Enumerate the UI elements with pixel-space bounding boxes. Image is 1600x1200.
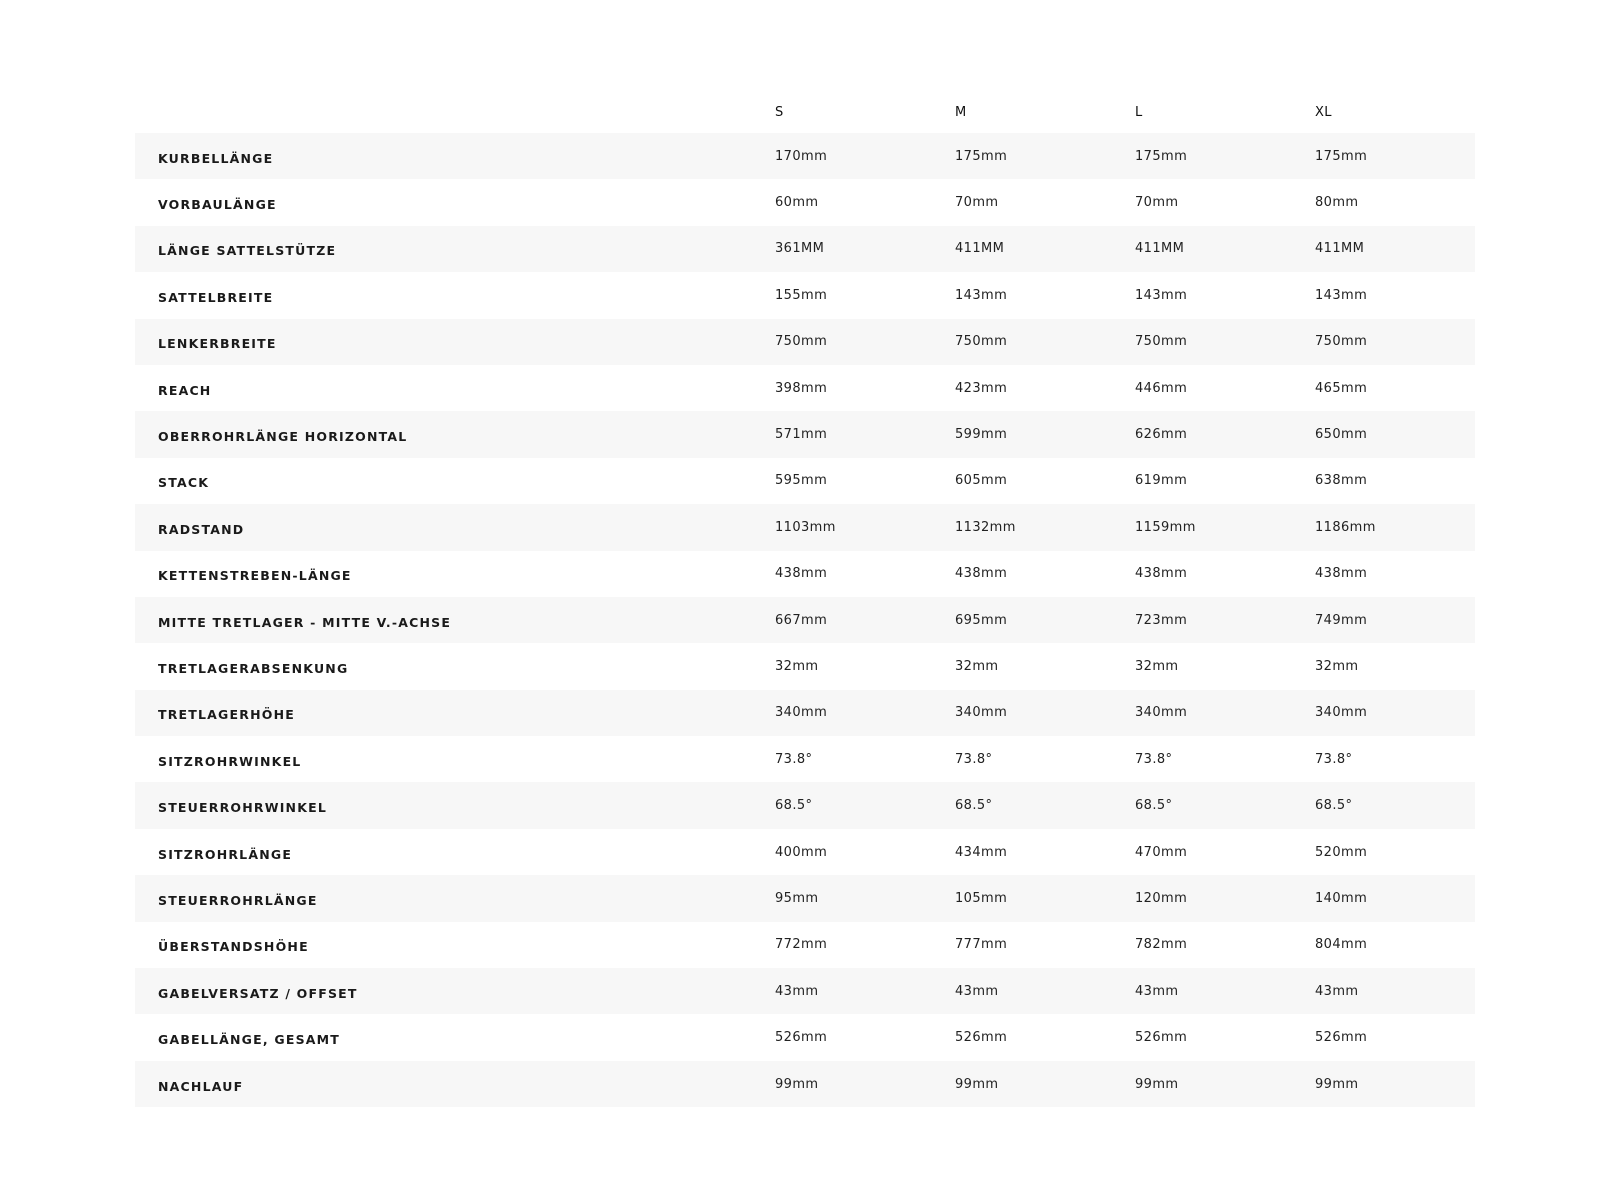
row-label: SITZROHRLÄNGE (158, 846, 293, 862)
cell-value-s: 95mm (775, 890, 819, 906)
row-label: OBERROHRLÄNGE HORIZONTAL (158, 429, 408, 445)
cell-value-l: 626mm (1135, 427, 1188, 443)
table-row (135, 365, 1475, 411)
cell-value-m: 411MM (955, 241, 1005, 257)
cell-value-xl: 411MM (1315, 241, 1365, 257)
table-row (135, 551, 1475, 597)
row-label: LÄNGE SATTELSTÜTZE (158, 243, 337, 259)
cell-value-xl: 175mm (1315, 148, 1368, 164)
size-header-l: L (1135, 104, 1143, 120)
row-label: SATTELBREITE (158, 289, 274, 305)
cell-value-l: 43mm (1135, 983, 1179, 999)
size-header-m: M (955, 104, 967, 120)
cell-value-l: 782mm (1135, 937, 1188, 953)
row-label: STEUERROHRWINKEL (158, 800, 328, 816)
cell-value-m: 105mm (955, 890, 1008, 906)
cell-value-l: 120mm (1135, 890, 1188, 906)
cell-value-l: 526mm (1135, 1030, 1188, 1046)
size-header-s: S (775, 104, 784, 120)
cell-value-m: 605mm (955, 473, 1008, 489)
table-row (135, 736, 1475, 782)
row-label: TRETLAGERABSENKUNG (158, 660, 349, 676)
cell-value-xl: 520mm (1315, 844, 1368, 860)
table-row (135, 1014, 1475, 1060)
cell-value-l: 70mm (1135, 195, 1179, 211)
cell-value-xl: 80mm (1315, 195, 1359, 211)
cell-value-xl: 804mm (1315, 937, 1368, 953)
cell-value-m: 68.5° (955, 798, 993, 814)
cell-value-l: 723mm (1135, 612, 1188, 628)
cell-value-s: 60mm (775, 195, 819, 211)
cell-value-l: 470mm (1135, 844, 1188, 860)
cell-value-xl: 638mm (1315, 473, 1368, 489)
table-row (135, 458, 1475, 504)
cell-value-m: 73.8° (955, 751, 993, 767)
cell-value-s: 595mm (775, 473, 828, 489)
table-row (135, 504, 1475, 550)
cell-value-l: 340mm (1135, 705, 1188, 721)
table-row (135, 922, 1475, 968)
row-label: KETTENSTREBEN-LÄNGE (158, 568, 352, 584)
table-row (135, 226, 1475, 272)
table-row (135, 643, 1475, 689)
cell-value-m: 70mm (955, 195, 999, 211)
cell-value-l: 68.5° (1135, 798, 1173, 814)
row-label: STEUERROHRLÄNGE (158, 892, 318, 908)
table-row (135, 1061, 1475, 1107)
cell-value-m: 43mm (955, 983, 999, 999)
cell-value-m: 750mm (955, 334, 1008, 350)
cell-value-l: 619mm (1135, 473, 1188, 489)
row-label: ÜBERSTANDSHÖHE (158, 939, 309, 955)
cell-value-s: 571mm (775, 427, 828, 443)
cell-value-l: 446mm (1135, 380, 1188, 396)
table-body (135, 133, 1475, 1107)
row-label: GABELLÄNGE, GESAMT (158, 1032, 341, 1048)
header-label-spacer (135, 108, 775, 112)
cell-value-m: 695mm (955, 612, 1008, 628)
table-row (135, 782, 1475, 828)
cell-value-s: 750mm (775, 334, 828, 350)
cell-value-m: 175mm (955, 148, 1008, 164)
cell-value-xl: 438mm (1315, 566, 1368, 582)
cell-value-s: 400mm (775, 844, 828, 860)
cell-value-xl: 143mm (1315, 287, 1368, 303)
cell-value-l: 438mm (1135, 566, 1188, 582)
cell-value-xl: 465mm (1315, 380, 1368, 396)
cell-value-s: 526mm (775, 1030, 828, 1046)
geometry-table (135, 87, 1475, 1107)
cell-value-m: 526mm (955, 1030, 1008, 1046)
cell-value-s: 43mm (775, 983, 819, 999)
cell-value-m: 340mm (955, 705, 1008, 721)
row-label: MITTE TRETLAGER - MITTE V.-ACHSE (158, 614, 452, 630)
table-row (135, 411, 1475, 457)
cell-value-m: 777mm (955, 937, 1008, 953)
cell-value-xl: 650mm (1315, 427, 1368, 443)
cell-value-xl: 99mm (1315, 1076, 1359, 1092)
cell-value-l: 99mm (1135, 1076, 1179, 1092)
cell-value-xl: 749mm (1315, 612, 1368, 628)
row-label: TRETLAGERHÖHE (158, 707, 295, 723)
cell-value-s: 340mm (775, 705, 828, 721)
table-row (135, 597, 1475, 643)
cell-value-m: 438mm (955, 566, 1008, 582)
cell-value-l: 175mm (1135, 148, 1188, 164)
row-label: REACH (158, 382, 212, 398)
cell-value-xl: 340mm (1315, 705, 1368, 721)
cell-value-s: 32mm (775, 658, 819, 674)
cell-value-xl: 43mm (1315, 983, 1359, 999)
cell-value-m: 32mm (955, 658, 999, 674)
table-row (135, 690, 1475, 736)
row-label: NACHLAUF (158, 1078, 244, 1094)
cell-value-m: 99mm (955, 1076, 999, 1092)
cell-value-s: 438mm (775, 566, 828, 582)
cell-value-l: 411MM (1135, 241, 1185, 257)
cell-value-s: 99mm (775, 1076, 819, 1092)
table-row (135, 875, 1475, 921)
cell-value-s: 667mm (775, 612, 828, 628)
table-row (135, 968, 1475, 1014)
cell-value-l: 750mm (1135, 334, 1188, 350)
cell-value-xl: 140mm (1315, 890, 1368, 906)
row-label: STACK (158, 475, 210, 491)
cell-value-xl: 750mm (1315, 334, 1368, 350)
table-row (135, 829, 1475, 875)
cell-value-m: 434mm (955, 844, 1008, 860)
cell-value-xl: 73.8° (1315, 751, 1353, 767)
cell-value-s: 155mm (775, 287, 828, 303)
cell-value-m: 143mm (955, 287, 1008, 303)
cell-value-m: 423mm (955, 380, 1008, 396)
cell-value-xl: 526mm (1315, 1030, 1368, 1046)
cell-value-s: 73.8° (775, 751, 813, 767)
row-label: VORBAULÄNGE (158, 197, 277, 213)
cell-value-s: 361MM (775, 241, 825, 257)
table-header (135, 87, 1475, 133)
cell-value-xl: 68.5° (1315, 798, 1353, 814)
cell-value-s: 772mm (775, 937, 828, 953)
row-label: RADSTAND (158, 521, 245, 537)
table-row (135, 133, 1475, 179)
cell-value-s: 170mm (775, 148, 828, 164)
table-row (135, 179, 1475, 225)
cell-value-s: 68.5° (775, 798, 813, 814)
table-row (135, 272, 1475, 318)
cell-value-s: 398mm (775, 380, 828, 396)
table-row (135, 319, 1475, 365)
cell-value-s: 1103mm (775, 519, 836, 535)
cell-value-l: 1159mm (1135, 519, 1196, 535)
cell-value-xl: 1186mm (1315, 519, 1376, 535)
row-label: LENKERBREITE (158, 336, 277, 352)
row-label: GABELVERSATZ / OFFSET (158, 985, 358, 1001)
cell-value-xl: 32mm (1315, 658, 1359, 674)
cell-value-l: 32mm (1135, 658, 1179, 674)
size-header-xl: XL (1315, 104, 1332, 120)
cell-value-m: 599mm (955, 427, 1008, 443)
cell-value-l: 73.8° (1135, 751, 1173, 767)
row-label: KURBELLÄNGE (158, 150, 274, 166)
cell-value-m: 1132mm (955, 519, 1016, 535)
cell-value-l: 143mm (1135, 287, 1188, 303)
row-label: SITZROHRWINKEL (158, 753, 302, 769)
